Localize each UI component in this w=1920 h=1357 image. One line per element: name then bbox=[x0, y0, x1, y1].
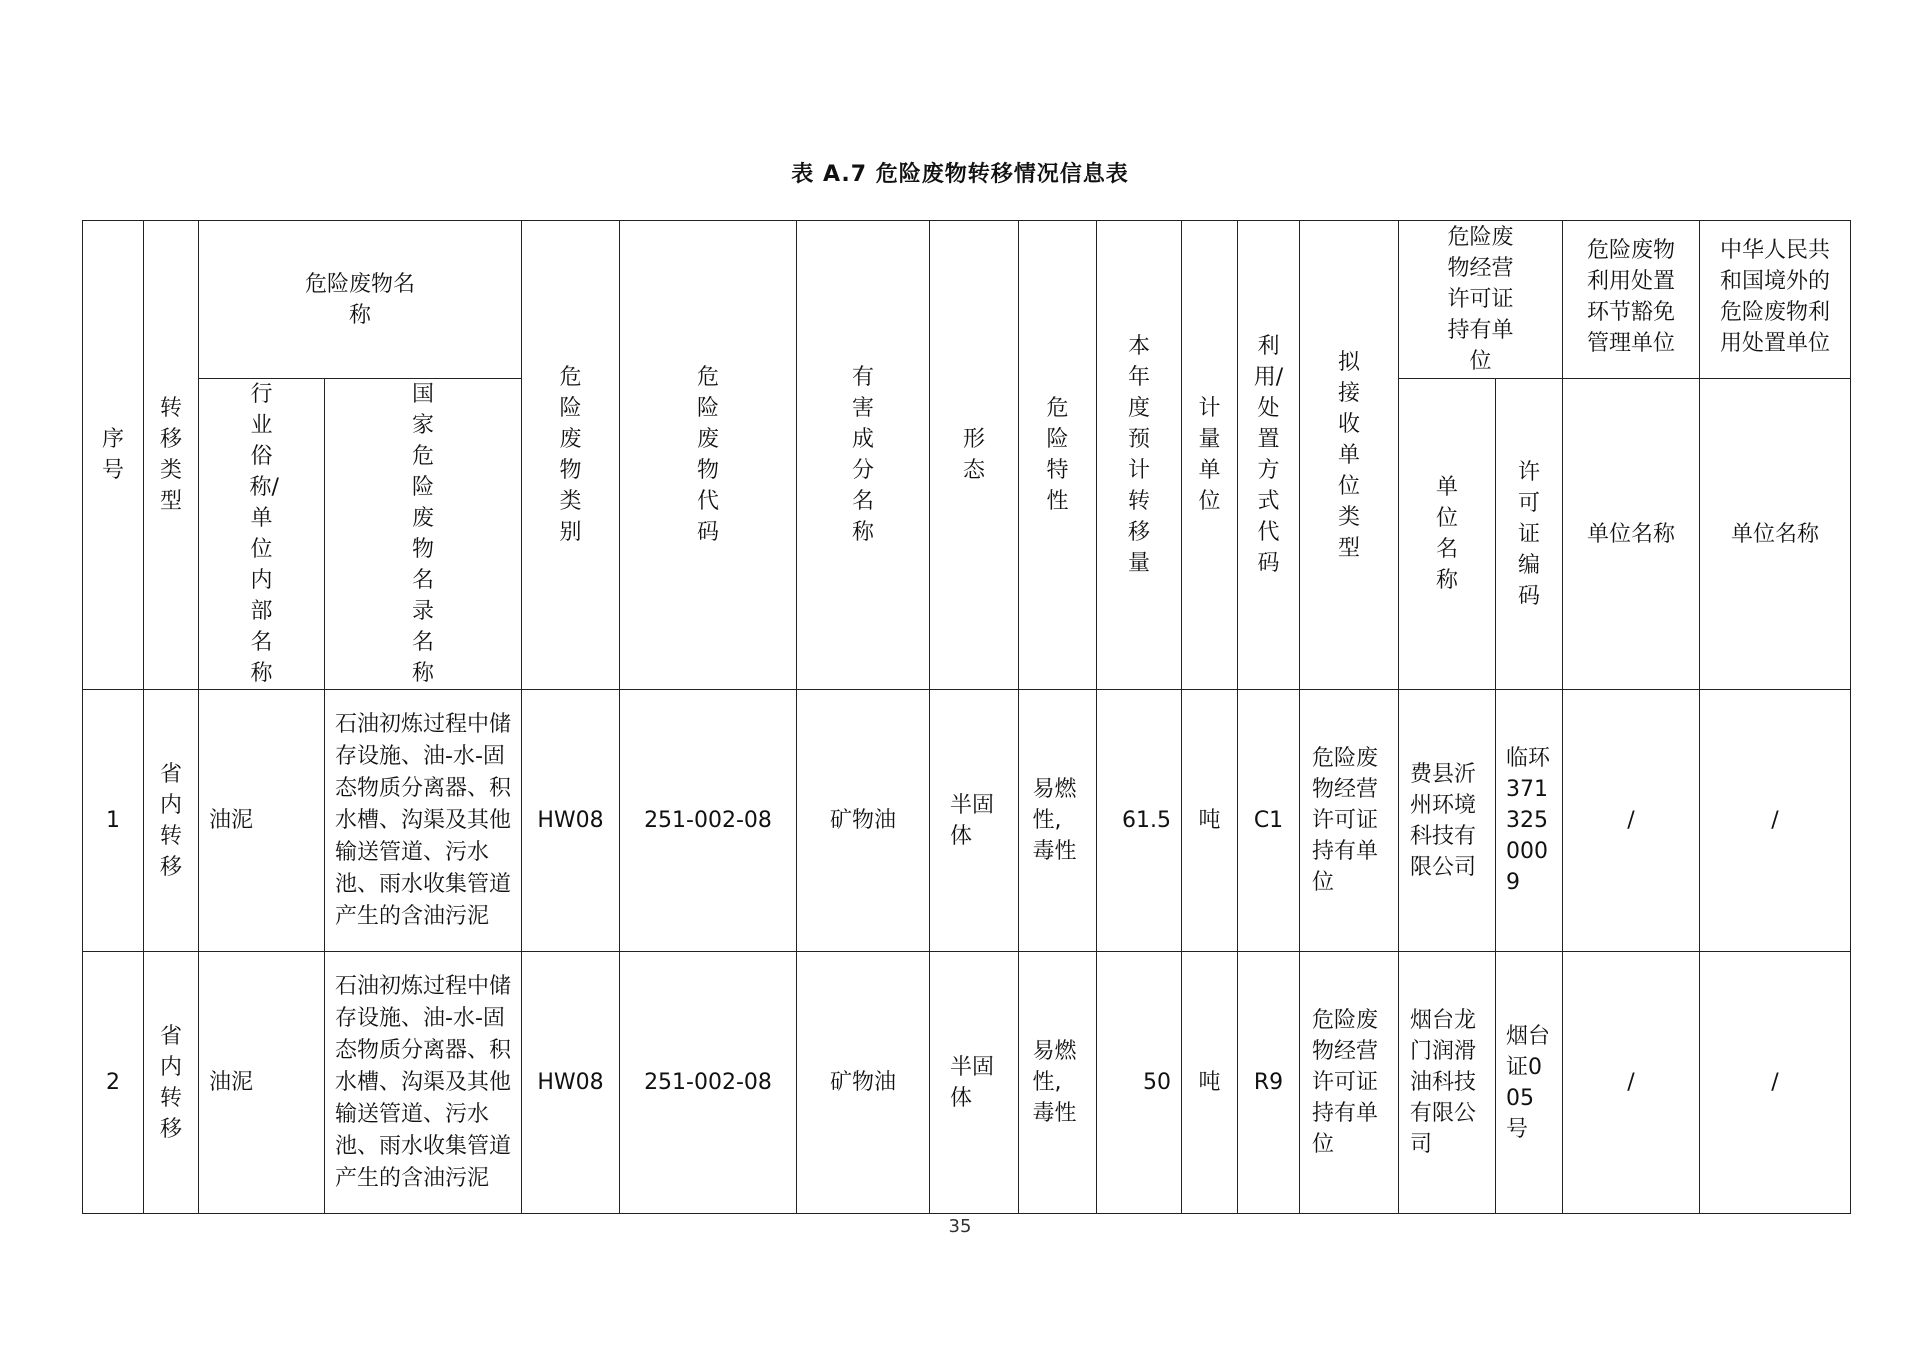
page-number: 35 bbox=[948, 1216, 972, 1237]
cell-category: HW08 bbox=[522, 952, 620, 1214]
cell-exempt: / bbox=[1563, 690, 1700, 952]
cell-seq: 1 bbox=[83, 690, 144, 952]
cell-hazard: 易燃性,毒性 bbox=[1019, 952, 1097, 1214]
cell-national-name: 石油初炼过程中储存设施、油-水-固态物质分离器、积水槽、沟渠及其他输送管道、污水池、雨水收集管道产生的含油污泥 bbox=[325, 690, 522, 952]
cell-exempt: / bbox=[1563, 952, 1700, 1214]
cell-seq: 2 bbox=[83, 952, 144, 1214]
cell-unit: 吨 bbox=[1182, 952, 1238, 1214]
cell-hazard: 易燃性,毒性 bbox=[1019, 690, 1097, 952]
cell-harmful: 矿物油 bbox=[797, 690, 930, 952]
table-title: 表 A.7 危险废物转移情况信息表 bbox=[791, 162, 1129, 187]
header-method: 利用/处置方式代码 bbox=[1238, 221, 1300, 690]
cell-unit-name: 烟台龙门润滑油科技有限公司 bbox=[1399, 952, 1496, 1214]
cell-unit: 吨 bbox=[1182, 690, 1238, 952]
cell-transfer-type: 省内转移 bbox=[144, 690, 199, 952]
header-amount: 本年度预计转移量 bbox=[1097, 221, 1182, 690]
cell-industry-name: 油泥 bbox=[199, 690, 325, 952]
cell-industry-name: 油泥 bbox=[199, 952, 325, 1214]
cell-method: R9 bbox=[1238, 952, 1300, 1214]
header-unit-name: 单位名称 bbox=[1399, 379, 1496, 690]
cell-license-no: 烟台证005号 bbox=[1496, 952, 1563, 1214]
header-license-no: 许可证编码 bbox=[1496, 379, 1563, 690]
cell-license-no: 临环371325000 9 bbox=[1496, 690, 1563, 952]
cell-category: HW08 bbox=[522, 690, 620, 952]
header-exempt: 危险废物利用处置环节豁免管理单位 bbox=[1563, 221, 1700, 379]
hazardous-waste-transfer-table bbox=[82, 220, 1851, 1214]
header-exempt-unit-name: 单位名称 bbox=[1563, 379, 1700, 690]
header-unit: 计量单位 bbox=[1182, 221, 1238, 690]
cell-amount: 61.5 bbox=[1097, 690, 1182, 952]
header-form: 形态 bbox=[930, 221, 1019, 690]
cell-code: 251-002-08 bbox=[620, 952, 797, 1214]
header-overseas-unit-name: 单位名称 bbox=[1700, 379, 1851, 690]
cell-overseas: / bbox=[1700, 952, 1851, 1214]
header-overseas: 中华人民共和国境外的危险废物利用处置单位 bbox=[1700, 221, 1851, 379]
cell-receiver-type: 危险废物经营许可证持有单位 bbox=[1300, 952, 1399, 1214]
cell-code: 251-002-08 bbox=[620, 690, 797, 952]
header-license-holder: 危险废物经营许可证持有单位 bbox=[1399, 221, 1563, 379]
cell-receiver-type: 危险废物经营许可证持有单位 bbox=[1300, 690, 1399, 952]
header-category: 危险废物类别 bbox=[522, 221, 620, 690]
cell-amount: 50 bbox=[1097, 952, 1182, 1214]
header-code: 危险废物代码 bbox=[620, 221, 797, 690]
header-hazard: 危险特性 bbox=[1019, 221, 1097, 690]
table-row bbox=[83, 952, 1851, 1214]
header-seq: 序号 bbox=[83, 221, 144, 690]
cell-overseas: / bbox=[1700, 690, 1851, 952]
cell-harmful: 矿物油 bbox=[797, 952, 930, 1214]
header-harmful: 有害成分名称 bbox=[797, 221, 930, 690]
header-receiver-type: 拟接收单位类型 bbox=[1300, 221, 1399, 690]
header-waste-name: 危险废物名称 bbox=[199, 221, 522, 379]
cell-national-name: 石油初炼过程中储存设施、油-水-固态物质分离器、积水槽、沟渠及其他输送管道、污水池、雨水收集管道产生的含油污泥 bbox=[325, 952, 522, 1214]
cell-transfer-type: 省内转移 bbox=[144, 952, 199, 1214]
header-transfer-type: 转移类型 bbox=[144, 221, 199, 690]
table-row bbox=[83, 690, 1851, 952]
cell-form: 半固体 bbox=[930, 952, 1019, 1214]
cell-form: 半固体 bbox=[930, 690, 1019, 952]
header-national-name: 国家危险废物名录名称 bbox=[325, 379, 522, 690]
cell-method: C1 bbox=[1238, 690, 1300, 952]
cell-unit-name: 费县沂州环境科技有限公司 bbox=[1399, 690, 1496, 952]
header-industry-name: 行业俗称/单位内部名称 bbox=[199, 379, 325, 690]
